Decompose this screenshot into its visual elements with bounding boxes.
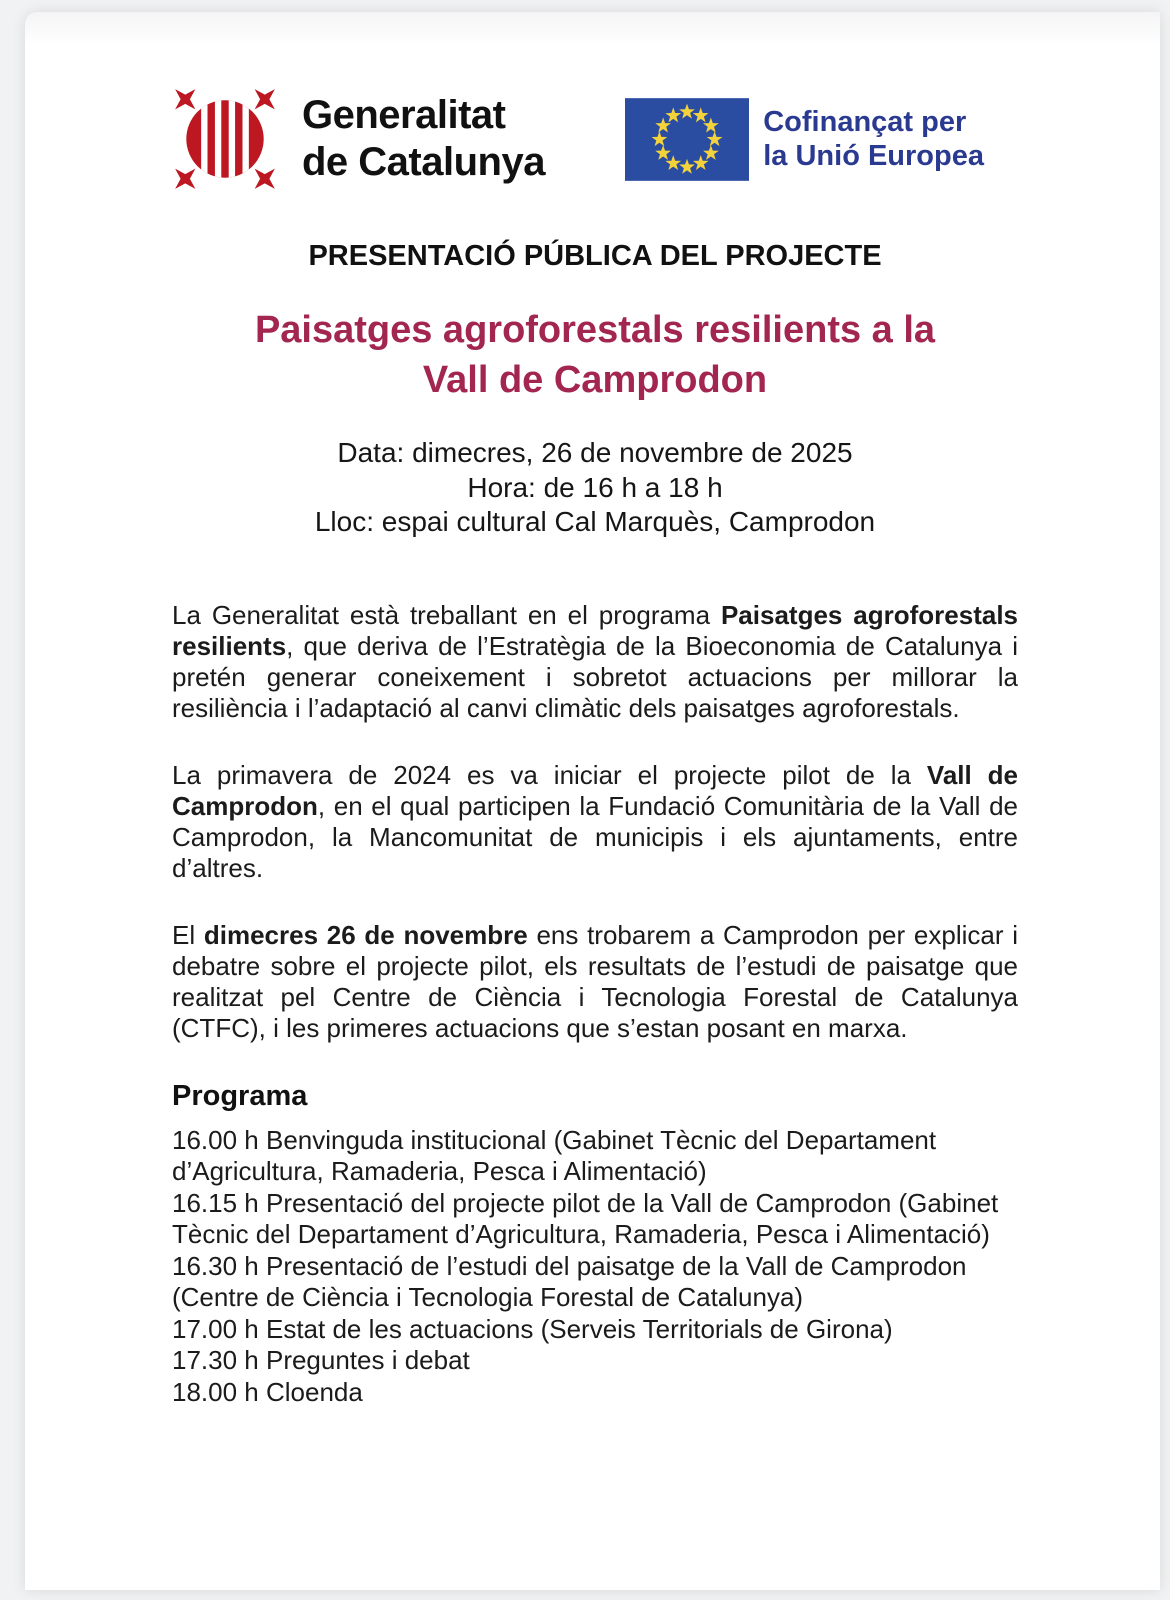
event-location: Lloc: espai cultural Cal Marquès, Camprodon	[314, 506, 876, 537]
eu-cofinancing-label	[763, 105, 984, 173]
paragraph-pilot-project: La primavera de 2024 es va iniciar el projecte pilot de la Vall de Camprodon, en el qual participen la Fundació Comunitària de la Vall de Camprodon, la Mancomunitat de municipis i els ajuntaments, entre d’altres.	[172, 759, 1018, 883]
program-list	[172, 1125, 1018, 1409]
eu-cofinancing-logo	[625, 98, 984, 181]
paragraph-event-description: El dimecres 26 de novembre ens trobarem a Camprodon per explicar i debatre sobre el projecte pilot, els resultats de l’estudi de paisatge que realitzat pel Centre de Ciència i Tecnologia Forestal de Catalunya (CTFC), i les primeres actuacions que s’estan posant en marxa.	[172, 919, 1018, 1043]
program-item: 17.30 h Preguntes i debat	[172, 1345, 470, 1375]
document-header	[172, 84, 1018, 194]
body-paragraphs	[172, 600, 1018, 1044]
document-title-line2: Vall de Camprodon	[422, 359, 768, 401]
program-item: 17.00 h Estat de les actuacions (Serveis Territorials de Girona)	[172, 1313, 893, 1344]
program-item: 16.15 h Presentació del projecte pilot de la Vall de Camprodon (Gabinet Tècnic del Departament d’Agricultura, Ramaderia, Pesca i Alimentació)	[172, 1187, 999, 1249]
generalitat-logo	[172, 86, 545, 192]
generalitat-wordmark-line2: de Catalunya	[302, 140, 545, 184]
document-kicker: PRESENTACIÓ PÚBLICA DEL PROJECTE	[308, 240, 882, 272]
program-item: 16.30 h Presentació de l’estudi del paisatge de la Vall de Camprodon (Centre de Ciència i Tecnologia Forestal de Catalunya)	[172, 1250, 967, 1312]
document-title	[172, 305, 1018, 405]
program-item: 16.00 h Benvinguda institucional (Gabinet Tècnic del Departament d’Agricultura, Ramaderia, Pesca i Alimentació)	[172, 1124, 937, 1186]
eu-cofinancing-label-line1: Cofinançat per	[763, 106, 967, 138]
document-content	[25, 84, 1160, 1408]
generalitat-wordmark	[302, 92, 545, 186]
document-page	[25, 12, 1160, 1590]
program-item: 18.00 h Cloenda	[172, 1376, 363, 1407]
generalitat-senyera-icon	[172, 86, 278, 192]
event-time: Hora: de 16 h a 18 h	[467, 471, 723, 503]
program-heading: Programa	[172, 1079, 308, 1112]
event-date: Data: dimecres, 26 de novembre de 2025	[337, 437, 853, 468]
paragraph-program-intro: La Generalitat està treballant en el programa Paisatges agroforestals resilients, que deriva de l’Estratègia de la Bioeconomia de Catalunya i pretén generar coneixement i sobretot actuacions per millorar la resiliència i l’adaptació al canvi climàtic dels paisatges agroforestals.	[172, 599, 1018, 723]
eu-flag-icon	[625, 98, 749, 181]
eu-cofinancing-label-line2: la Unió Europea	[763, 140, 984, 172]
event-details	[172, 436, 1018, 540]
document-title-line1: Paisatges agroforestals resilients a la	[254, 309, 936, 351]
generalitat-wordmark-line1: Generalitat	[302, 93, 506, 137]
